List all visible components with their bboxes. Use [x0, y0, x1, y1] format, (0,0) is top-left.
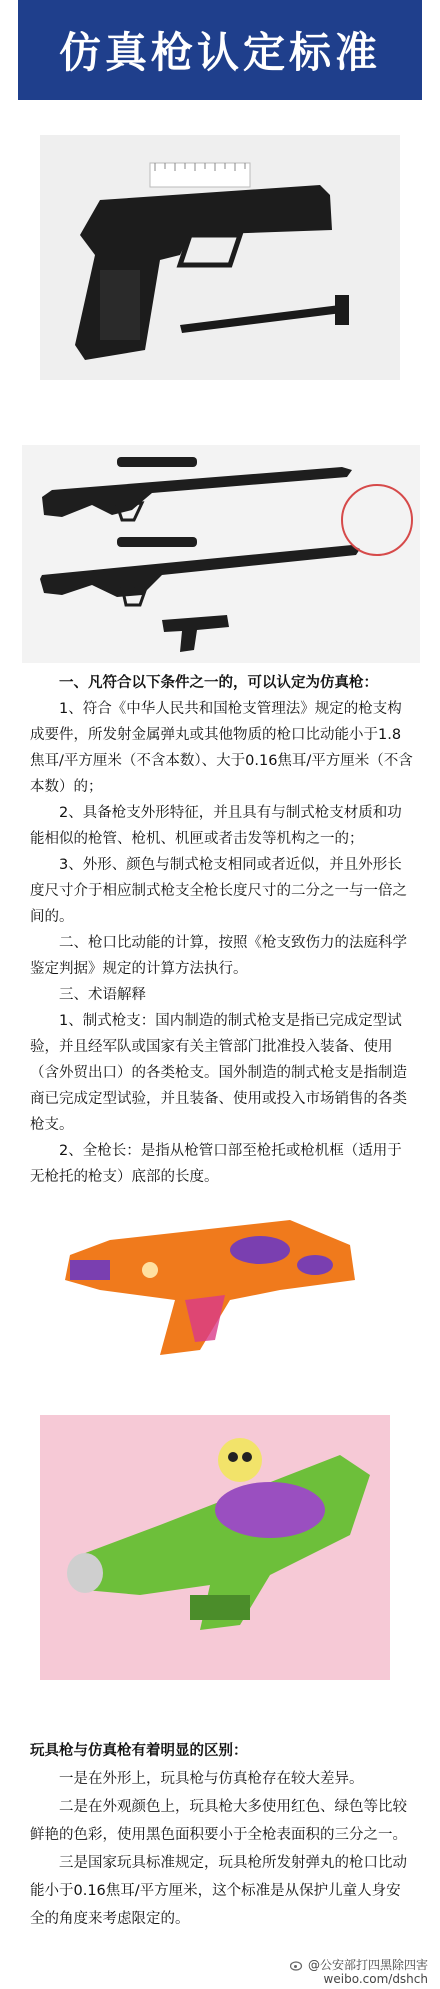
page-title: 仿真枪认定标准 — [58, 28, 381, 77]
section-heading: 玩具枪与仿真枪有着明显的区别： — [30, 1743, 248, 1759]
paragraph: 二、枪口比动能的计算，按照《枪支致伤力的法庭科学鉴定判据》规定的计算方法执行。 — [30, 935, 407, 977]
recognition-standard-text — [30, 670, 415, 1190]
banner — [0, 0, 440, 108]
green-toy-gun-photo — [40, 1415, 390, 1680]
paragraph: 三、术语解释 — [59, 987, 146, 1003]
paragraph: 二是在外观颜色上，玩具枪大多使用红色、绿色等比较鲜艳的色彩，使用黑色面积要小于全枪表面积的三分之一。 — [30, 1799, 407, 1843]
banner-bar — [18, 0, 422, 100]
paragraph: 1、符合《中华人民共和国枪支管理法》规定的枪支构成要件，所发射金属弹丸或其他物质的枪口比动能小于1.8焦耳/平方厘米（不含本数）、大于0.16焦耳/平方厘米（不含本数）的； — [30, 701, 413, 795]
watermark-url: weibo.com/dshch — [323, 1972, 428, 1986]
toy-vs-replica-text — [30, 1737, 415, 1933]
paragraph: 三是国家玩具标准规定，玩具枪所发射弹丸的枪口比动能小于0.16焦耳/平方厘米，这个标准是从保护儿童人身安全的角度来考虑限定的。 — [30, 1855, 407, 1927]
paragraph: 一是在外形上，玩具枪与仿真枪存在较大差异。 — [59, 1771, 364, 1787]
watermark-account: @公安部打四黑除四害 — [307, 1958, 428, 1972]
paragraph: 3、外形、颜色与制式枪支相同或者近似，并且外形长度尺寸介于相应制式枪支全枪长度尺寸的二分之一与一倍之间的。 — [30, 857, 407, 925]
paragraph: 2、全枪长：是指从枪管口部至枪托或枪机框（适用于无枪托的枪支）底部的长度。 — [30, 1143, 402, 1185]
weibo-icon — [290, 1959, 304, 1971]
pistol-photo — [40, 135, 400, 380]
orange-toy-gun-photo — [50, 1190, 380, 1365]
rifles-photo — [22, 445, 420, 663]
paragraph: 2、具备枪支外形特征，并且具有与制式枪支材质和功能相似的枪管、枪机、机匣或者击发等机构之一的； — [30, 805, 402, 847]
section-heading: 一、凡符合以下条件之一的，可以认定为仿真枪： — [59, 675, 378, 691]
paragraph: 1、制式枪支：国内制造的制式枪支是指已完成定型试验，并且经军队或国家有关主管部门批准投入装备、使用（含外贸出口）的各类枪支。国外制造的制式枪支是指制造商已完成定型试验，并且装备、使用或投入市场销售的各类枪支。 — [30, 1013, 407, 1133]
watermark — [290, 1958, 428, 1972]
